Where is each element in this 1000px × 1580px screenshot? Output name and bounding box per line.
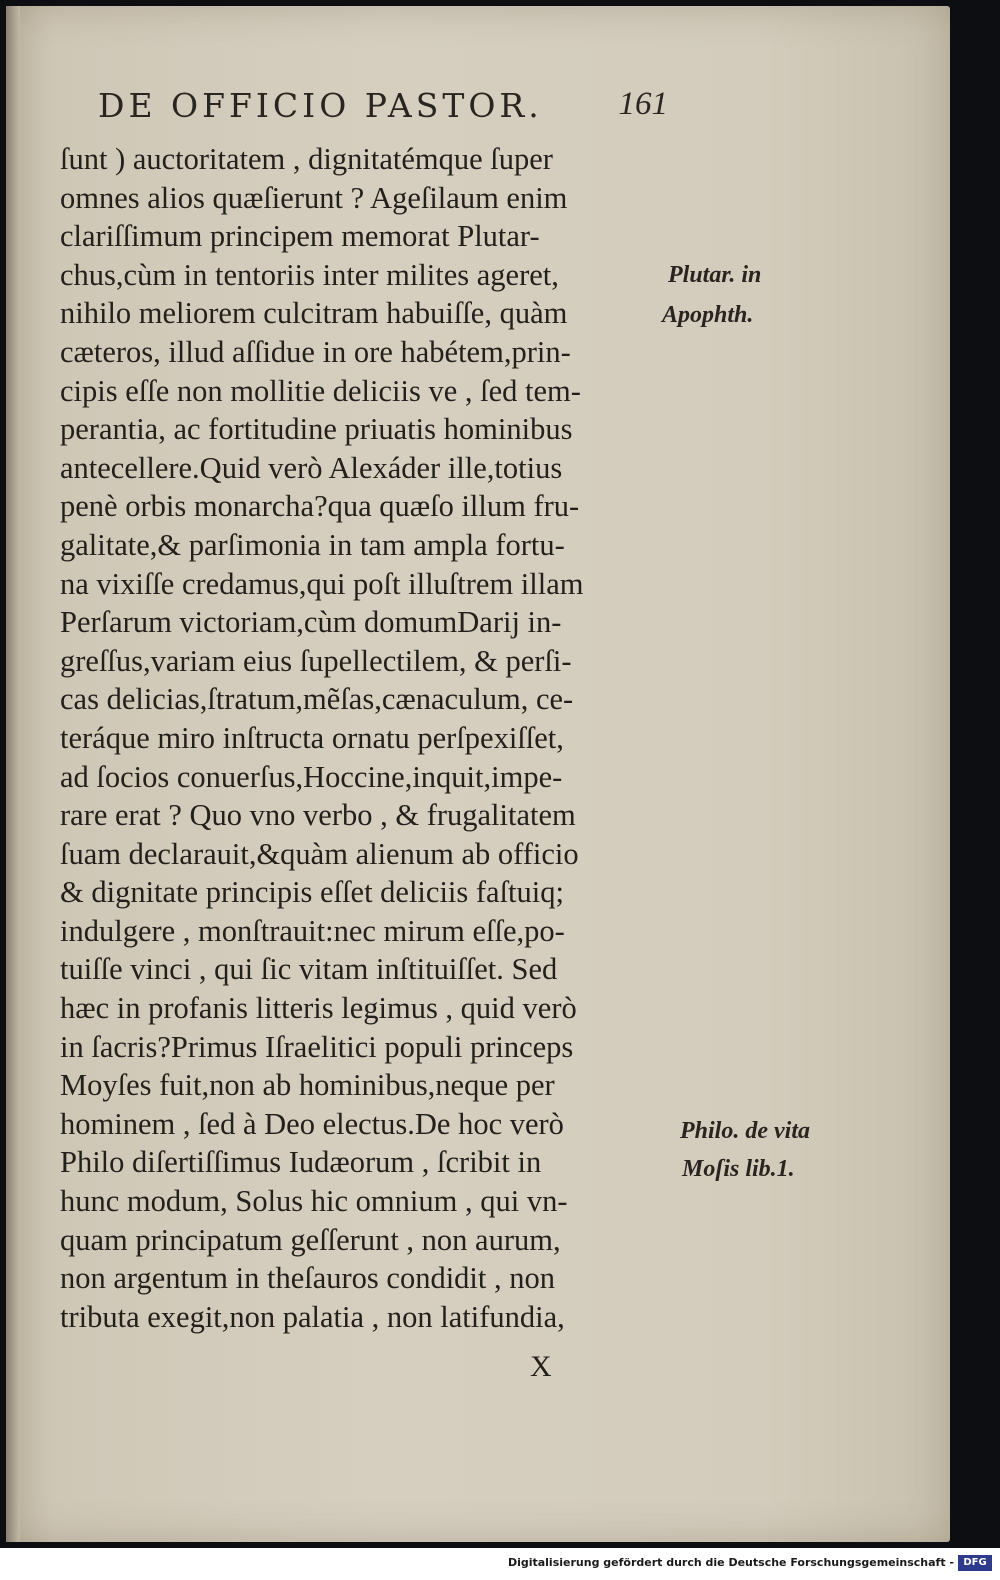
body-text: [60, 140, 680, 1336]
text-line: hæc in profanis litteris legimus , quid verò: [60, 991, 577, 1026]
text-line: hominem , ſed à Deo electus.De hoc verò: [60, 1106, 564, 1141]
text-line: perantia, ac fortitudine priuatis hominibus: [60, 412, 573, 447]
text-line: Philo diſertiſſimus Iudæorum , ſcribit in: [60, 1145, 542, 1180]
text-line: hunc modum, Solus hic omnium , qui vn-: [60, 1184, 568, 1219]
text-line: na vixiſſe credamus,qui poſt illuſtrem illam: [60, 566, 584, 601]
page-number: 161: [618, 86, 668, 122]
text-line: ſuam declarauit,&quàm alienum ab officio: [60, 836, 579, 871]
page-gutter: [6, 6, 20, 1542]
marginal-note-philo-line1: Philo. de vita: [680, 1118, 810, 1144]
text-line: cas delicias,ſtratum,mẽſas,cænaculum, ce-: [60, 682, 574, 717]
text-line: ad ſocios conuerſus,Hoccine,inquit,impe-: [60, 759, 563, 794]
footer-bar: [0, 1548, 1000, 1580]
text-line: Moyſes fuit,non ab hominibus,neque per: [60, 1068, 555, 1103]
dfg-logo: DFG: [958, 1555, 992, 1571]
running-head-title: DE OFFICIO PASTOR.: [98, 86, 543, 125]
text-line: penè orbis monarcha?qua quæſo illum fru-: [60, 489, 580, 524]
text-line: greſſus,variam eius ſupellectilem, & perſi-: [60, 643, 572, 678]
text-line: ſunt ) auctoritatem , dignitatémque ſuper: [60, 142, 553, 176]
text-line: Perſarum victoriam,cùm domumDarij in-: [60, 605, 562, 640]
text-line: teráque miro inſtructa ornatu perſpexiſſet,: [60, 720, 564, 755]
text-line: tuiſſe vinci , qui ſic vitam inſtituiſſet. Sed: [60, 952, 558, 987]
text-line: clariſſimum principem memorat Plutar-: [60, 219, 540, 254]
funding-credit: Digitalisierung gefördert durch die Deutsche Forschungsgemeinschaft -: [507, 1556, 954, 1569]
text-line: omnes alios quæſierunt ? Ageſilaum enim: [60, 180, 568, 215]
text-line: & dignitate principis eſſet deliciis faſtuiq;: [60, 875, 564, 910]
text-line: nihilo meliorem culcitram habuiſſe, quàm: [60, 296, 568, 331]
text-line: in ſacris?Primus Iſraelitici populi princeps: [60, 1029, 574, 1064]
text-line: cæteros, illud aſſidue in ore habétem,prin-: [60, 334, 571, 369]
text-line: cipis eſſe non mollitie deliciis ve , ſed tem-: [60, 373, 581, 408]
marginal-note-plutarch-line1: Plutar. in: [668, 262, 762, 288]
text-line: galitate,& parſimonia in tam ampla fortu-: [60, 527, 565, 562]
text-line: chus,cùm in tentoriis inter milites ageret,: [60, 257, 559, 292]
text-line: tributa exegit,non palatia , non latifundia,: [60, 1299, 565, 1334]
marginal-note-plutarch-line2: Apophth.: [662, 302, 754, 328]
marginal-note-philo-line2: Moſis lib.1.: [682, 1156, 795, 1182]
signature-mark: X: [530, 1350, 552, 1383]
text-line: non argentum in theſauros condidit , non: [60, 1261, 555, 1296]
text-line: rare erat ? Quo vno verbo , & frugalitatem: [60, 798, 576, 833]
running-head: [98, 86, 668, 136]
text-line: indulgere , monſtrauit:nec mirum eſſe,po-: [60, 913, 565, 948]
text-line: antecellere.Quid verò Alexáder ille,totius: [60, 450, 563, 485]
text-line: quam principatum geſſerunt , non aurum,: [60, 1222, 561, 1257]
